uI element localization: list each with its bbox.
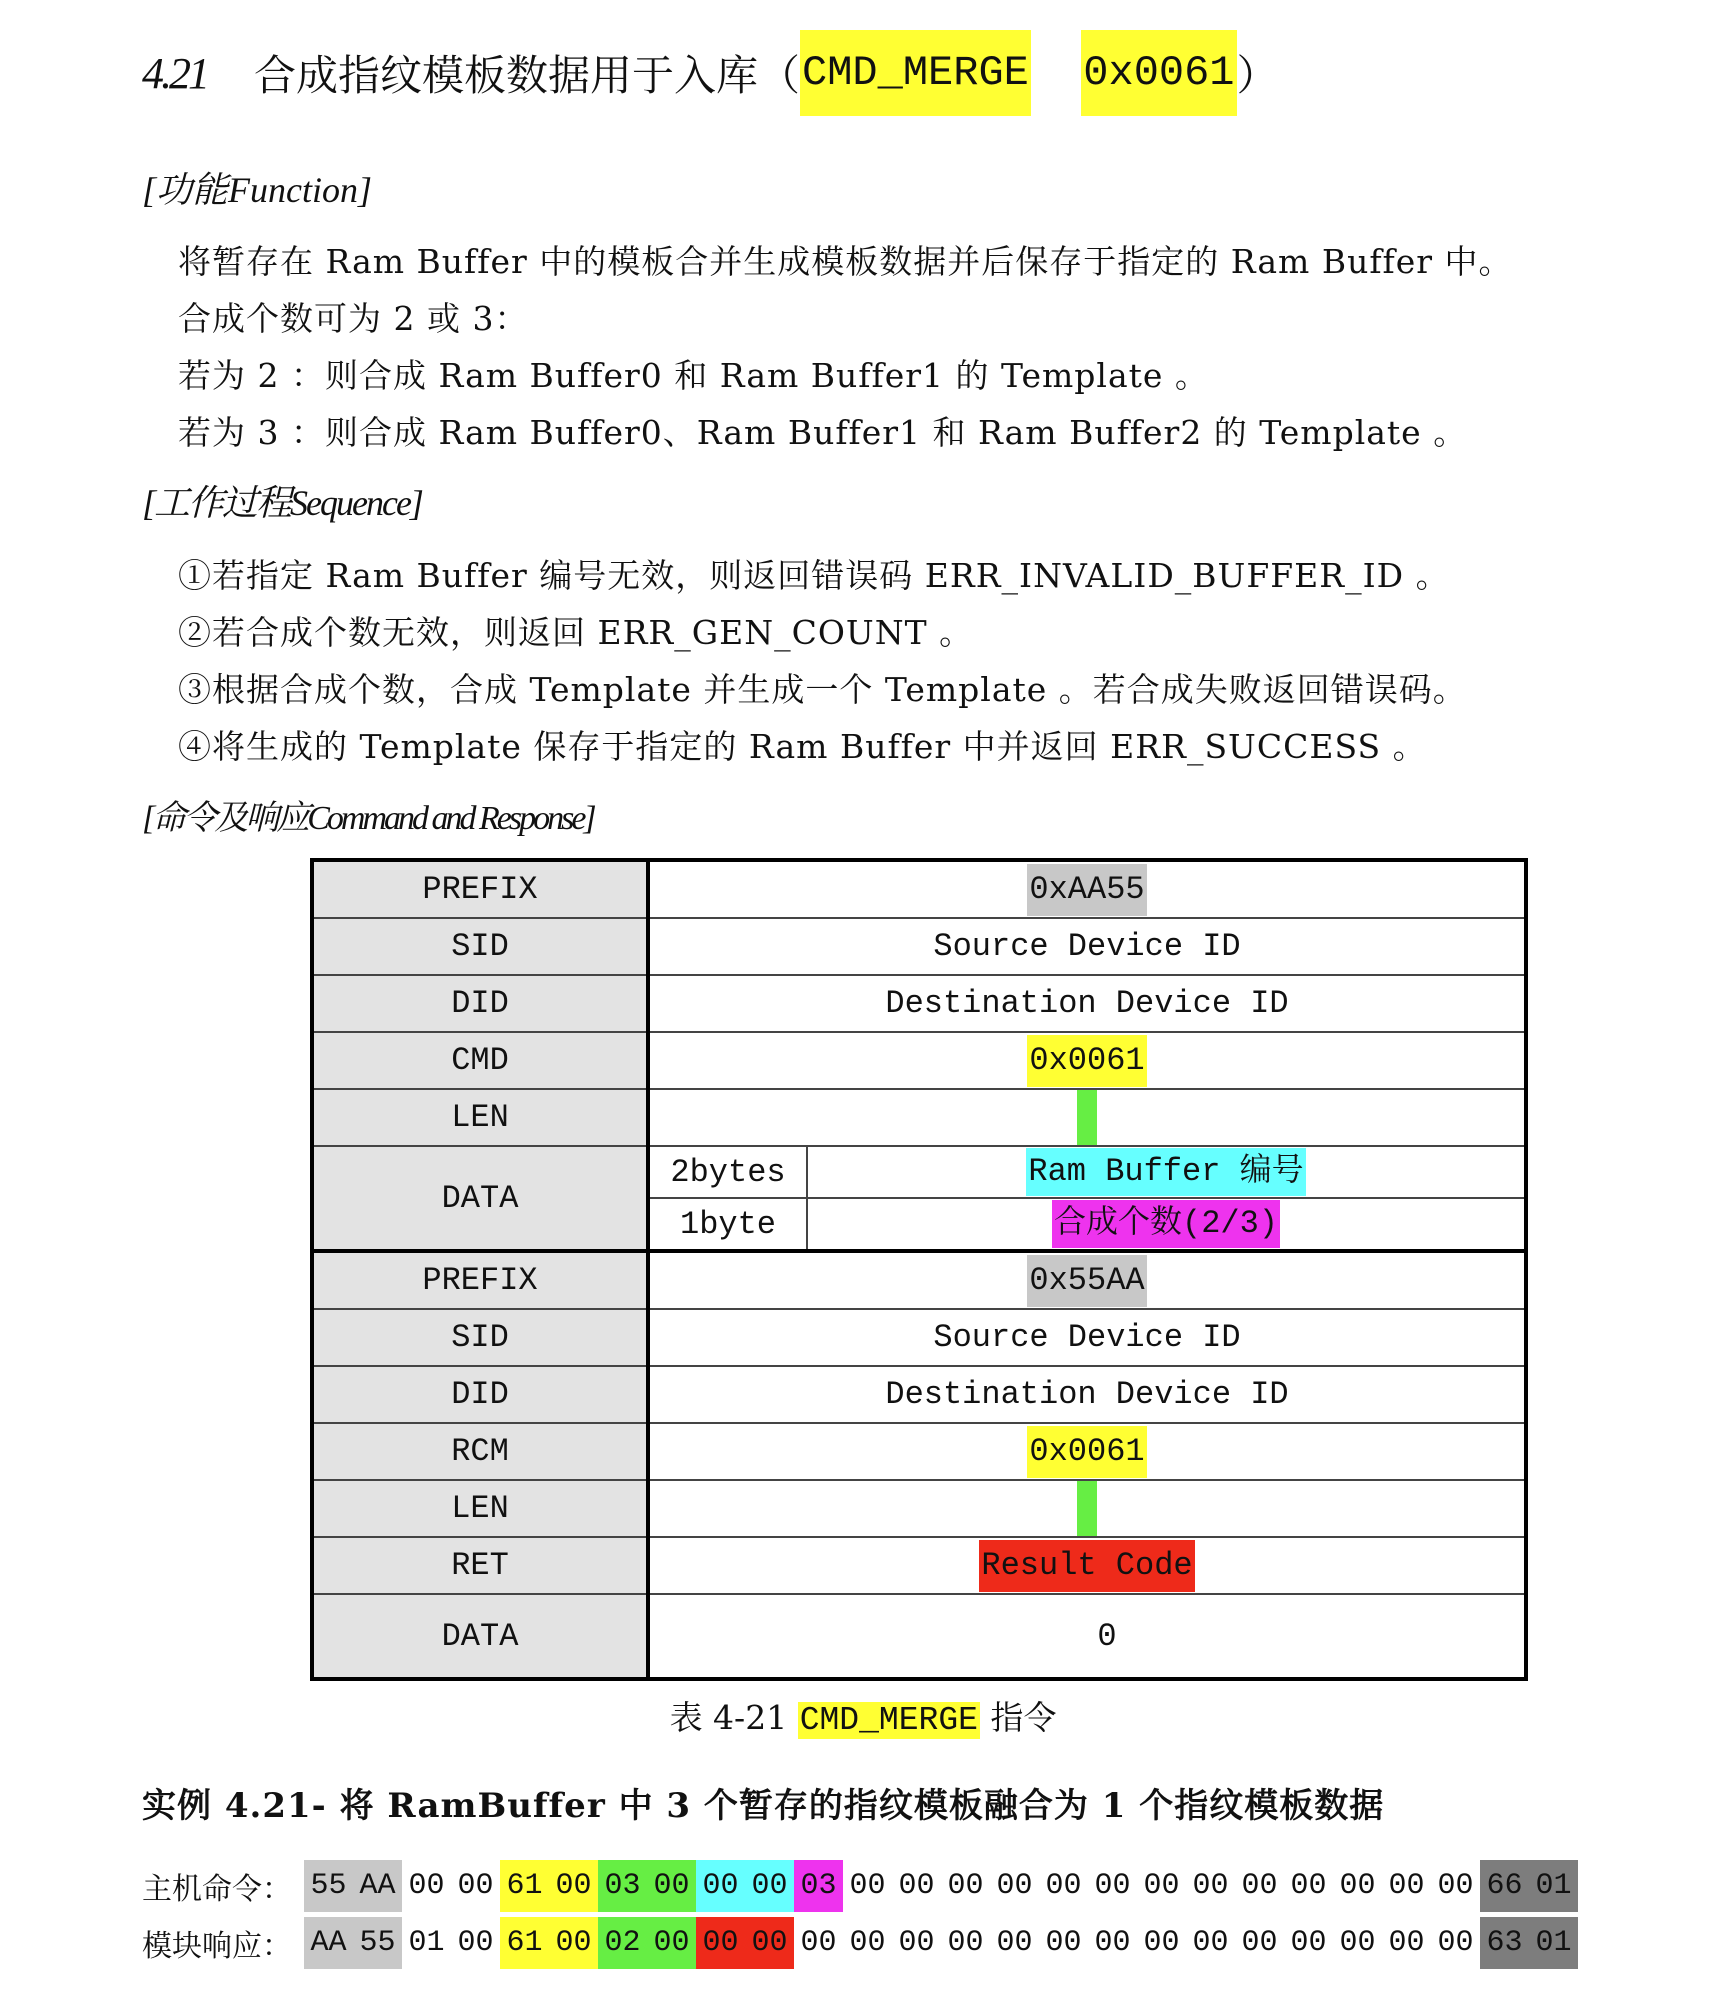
sequence-line-4: ④将生成的 Template 保存于指定的 Ram Buffer 中并返回 ERR_SUCCESS 。	[178, 727, 1427, 766]
byte: 00	[996, 1926, 1033, 1960]
byte: 00	[555, 1926, 592, 1960]
rsp-did-label: DID	[312, 1366, 648, 1423]
byte: 00	[1143, 1869, 1180, 1903]
byte: 00	[849, 1926, 886, 1960]
command-response-table	[310, 858, 1528, 1681]
table-row	[312, 860, 1526, 918]
rsp-rcm-label: RCM	[312, 1423, 648, 1480]
byte: 00	[751, 1869, 788, 1903]
byte: 01	[1535, 1926, 1572, 1960]
section-title: 合成指纹模板数据用于入库（	[254, 51, 801, 100]
host-buffer-bytes	[696, 1860, 794, 1912]
cmd-len-marker	[1077, 1090, 1097, 1145]
cmd-len-label: LEN	[312, 1089, 648, 1146]
function-line-4: 若为 3 ：则合成 Ram Buffer0、Ram Buffer1 和 Ram Buffer2 的 Template 。	[178, 413, 1468, 452]
function-line-1: 将暂存在 Ram Buffer 中的模板合并生成模板数据并后保存于指定的 Ram Buffer 中。	[178, 242, 1513, 281]
byte: 00	[1290, 1926, 1327, 1960]
module-checksum-bytes	[1480, 1917, 1578, 1969]
byte: 00	[1045, 1926, 1082, 1960]
rsp-prefix-value: 0x55AA	[1027, 1255, 1146, 1307]
rsp-sid-label: SID	[312, 1309, 648, 1366]
byte: AA	[359, 1869, 396, 1903]
host-command-row	[142, 1860, 1578, 1912]
rsp-len-label: LEN	[312, 1480, 648, 1537]
rsp-sid-value: Source Device ID	[648, 1309, 1526, 1366]
rsp-data-value: 0	[648, 1594, 1526, 1679]
cmd-data-value-2: 合成个数(2/3)	[1052, 1200, 1280, 1248]
rsp-len-marker	[1077, 1481, 1097, 1536]
function-line-3: 若为 2 ：则合成 Ram Buffer0 和 Ram Buffer1 的 Template 。	[178, 356, 1209, 395]
section-number: 4.21	[142, 48, 207, 98]
byte: 00	[1290, 1869, 1327, 1903]
module-padding-bytes	[794, 1917, 1480, 1969]
byte: AA	[310, 1926, 347, 1960]
module-prefix-bytes	[304, 1917, 402, 1969]
byte: 00	[1241, 1869, 1278, 1903]
cmd-prefix-value: 0xAA55	[1027, 864, 1146, 916]
byte: 00	[555, 1869, 592, 1903]
byte: 00	[1388, 1869, 1425, 1903]
caption-prefix: 表 4-21	[669, 1698, 788, 1737]
example-title: 实例 4.21- 将 RamBuffer 中 3 个暂存的指纹模板融合为 1 个指纹模板数据	[142, 1786, 1385, 1826]
rsp-rcm-value: 0x0061	[1027, 1426, 1146, 1478]
heading-close: ）	[1236, 51, 1279, 100]
table-row	[312, 1032, 1526, 1089]
table-row	[312, 918, 1526, 975]
byte: 00	[702, 1926, 739, 1960]
table-row	[312, 1309, 1526, 1366]
cmd-data-size-1: 2bytes	[648, 1146, 807, 1198]
rsp-prefix-label: PREFIX	[312, 1251, 648, 1309]
byte: 55	[310, 1869, 347, 1903]
section-heading	[142, 28, 1279, 118]
host-checksum-bytes	[1480, 1860, 1578, 1912]
byte: 66	[1486, 1869, 1523, 1903]
byte: 00	[1192, 1869, 1229, 1903]
table-row	[312, 1146, 1526, 1198]
cmd-data-value-1: Ram Buffer 编号	[1026, 1148, 1305, 1196]
cmd-cmd-value: 0x0061	[1027, 1035, 1146, 1087]
host-len-bytes	[598, 1860, 696, 1912]
byte: 00	[996, 1869, 1033, 1903]
byte: 01	[408, 1926, 445, 1960]
function-line-2: 合成个数可为 2 或 3：	[178, 299, 529, 338]
byte: 00	[751, 1926, 788, 1960]
byte: 00	[898, 1926, 935, 1960]
host-id-bytes	[402, 1860, 500, 1912]
module-ret-bytes	[696, 1917, 794, 1969]
byte: 00	[1437, 1926, 1474, 1960]
byte: 00	[947, 1869, 984, 1903]
table-row	[312, 1089, 1526, 1146]
byte: 00	[1339, 1869, 1376, 1903]
byte: 00	[1192, 1926, 1229, 1960]
table-row	[312, 1366, 1526, 1423]
cmd-cmd-label: CMD	[312, 1032, 648, 1089]
command-title: [命令及响应Command and Response]	[142, 800, 594, 837]
byte: 02	[604, 1926, 641, 1960]
byte: 00	[653, 1869, 690, 1903]
cmd-sid-label: SID	[312, 918, 648, 975]
byte: 00	[1045, 1869, 1082, 1903]
module-len-bytes	[598, 1917, 696, 1969]
byte: 00	[849, 1869, 886, 1903]
function-title: [功能Function]	[142, 170, 372, 210]
host-command-label: 主机命令：	[142, 1872, 292, 1907]
table-row	[312, 1594, 1526, 1679]
byte: 00	[898, 1869, 935, 1903]
host-count-bytes	[794, 1860, 843, 1912]
module-id-bytes	[402, 1917, 500, 1969]
rsp-data-label: DATA	[312, 1594, 648, 1679]
byte: 00	[408, 1869, 445, 1903]
caption-cmd: CMD_MERGE	[799, 1702, 978, 1739]
byte: 55	[359, 1926, 396, 1960]
byte: 03	[800, 1869, 837, 1903]
byte: 03	[604, 1869, 641, 1903]
table-row	[312, 1423, 1526, 1480]
byte: 00	[1388, 1926, 1425, 1960]
byte: 61	[506, 1869, 543, 1903]
byte: 00	[653, 1926, 690, 1960]
byte: 00	[457, 1926, 494, 1960]
cmd-data-size-2: 1byte	[648, 1198, 807, 1251]
sequence-line-2: ②若合成个数无效，则返回 ERR_GEN_COUNT 。	[178, 613, 974, 652]
host-cmd-bytes	[500, 1860, 598, 1912]
byte: 01	[1535, 1869, 1572, 1903]
byte: 00	[1094, 1869, 1131, 1903]
cmd-sid-value: Source Device ID	[648, 918, 1526, 975]
byte: 00	[1094, 1926, 1131, 1960]
sequence-line-1: ①若指定 Ram Buffer 编号无效，则返回错误码 ERR_INVALID_BUFFER_ID 。	[178, 556, 1450, 595]
byte: 61	[506, 1926, 543, 1960]
host-padding-bytes	[843, 1860, 1480, 1912]
byte: 00	[800, 1926, 837, 1960]
cmd-name-highlight: CMD_MERGE	[800, 30, 1031, 116]
sequence-title: [工作过程Sequence]	[142, 483, 422, 523]
byte: 00	[702, 1869, 739, 1903]
module-response-row	[142, 1917, 1578, 1969]
heading-space	[1031, 49, 1081, 97]
rsp-did-value: Destination Device ID	[648, 1366, 1526, 1423]
table-row	[312, 975, 1526, 1032]
sequence-line-3: ③根据合成个数，合成 Template 并生成一个 Template 。若合成失败返回错误码。	[178, 670, 1467, 709]
byte: 00	[1241, 1926, 1278, 1960]
cmd-code-highlight: 0x0061	[1081, 30, 1236, 116]
byte: 00	[1339, 1926, 1376, 1960]
byte: 00	[457, 1869, 494, 1903]
table-caption	[0, 1692, 1726, 1739]
table-row	[312, 1537, 1526, 1594]
table-row	[312, 1251, 1526, 1309]
byte: 00	[947, 1926, 984, 1960]
cmd-prefix-label: PREFIX	[312, 860, 648, 918]
rsp-ret-value: Result Code	[979, 1540, 1194, 1592]
cmd-did-label: DID	[312, 975, 648, 1032]
cmd-data-label: DATA	[312, 1146, 648, 1251]
caption-suffix: 指令	[990, 1698, 1057, 1737]
module-response-label: 模块响应：	[142, 1929, 292, 1964]
byte: 63	[1486, 1926, 1523, 1960]
byte: 00	[1143, 1926, 1180, 1960]
byte: 00	[1437, 1869, 1474, 1903]
cmd-did-value: Destination Device ID	[648, 975, 1526, 1032]
table-row	[312, 1480, 1526, 1537]
rsp-ret-label: RET	[312, 1537, 648, 1594]
host-prefix-bytes	[304, 1860, 402, 1912]
module-rcm-bytes	[500, 1917, 598, 1969]
